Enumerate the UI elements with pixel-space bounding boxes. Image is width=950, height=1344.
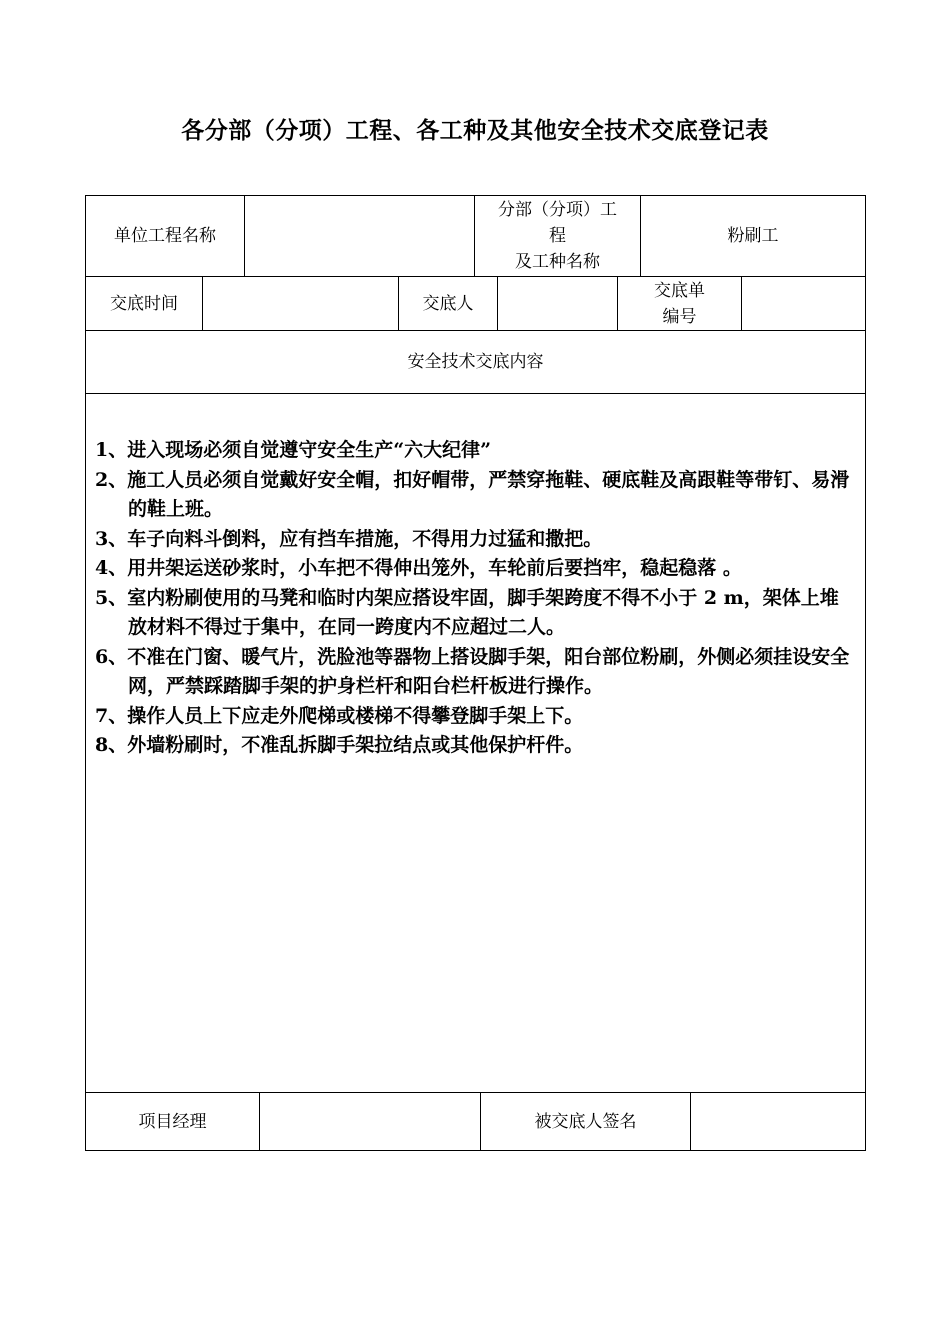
sub-project-label-line2: 程 <box>549 226 566 246</box>
safety-item-5: 5、室内粉刷使用的马凳和临时内架应搭设牢固，脚手架跨度不得不小于 2 m，架体上堆放材料不得过于集中，在同一跨度内不应超过二人。 <box>95 586 839 638</box>
briefing-time-label: 交底时间 <box>110 293 178 314</box>
briefing-number-label <box>617 277 741 330</box>
safety-item-8: 8、外墙粉刷时，不准乱拆脚手架拉结点或其他保护杆件。 <box>95 734 584 756</box>
safety-item-6: 6、不准在门窗、暖气片，洗脸池等器物上搭设脚手架，阳台部位粉刷，外侧必须挂设安全网，严禁踩踏脚手架的护身栏杆和阳台栏杆板进行操作。 <box>95 645 850 697</box>
safety-item-1: 1、进入现场必须自觉遵守安全生产“六大纪律” <box>95 439 492 461</box>
briefing-number-label-line1: 交底单 <box>654 280 705 301</box>
sub-project-label <box>474 196 640 276</box>
document-title: 各分部（分项）工程、各工种及其他安全技术交底登记表 <box>181 117 769 144</box>
signee-label: 被交底人签名 <box>480 1093 690 1150</box>
row-briefing-info <box>86 277 865 331</box>
signee-value[interactable] <box>690 1093 865 1150</box>
unit-name-label: 单位工程名称 <box>114 226 216 246</box>
safety-item-2: 2、施工人员必须自觉戴好安全帽，扣好帽带，严禁穿拖鞋、硬底鞋及高跟鞋等带钉、易滑的鞋上班。 <box>95 468 850 520</box>
unit-name-value[interactable] <box>244 196 474 276</box>
sub-project-value[interactable]: 粉刷工 <box>640 196 865 276</box>
safety-item-3: 3、车子向料斗倒料，应有挡车措施，不得用力过猛和撒把。 <box>95 527 603 550</box>
safety-item-4: 4、用井架运送砂浆时，小车把不得伸出笼外，车轮前后要挡牢，稳起稳落 。 <box>95 557 742 579</box>
sub-project-label-line1: 分部（分项）工 <box>498 200 617 220</box>
row-signatures <box>86 1093 865 1150</box>
safety-item-7: 7、操作人员上下应走外爬梯或楼梯不得攀登脚手架上下。 <box>95 704 584 727</box>
safety-items-list <box>95 436 855 761</box>
briefer-label: 交底人 <box>398 277 497 330</box>
row-content-heading <box>86 331 865 394</box>
briefing-time-value[interactable] <box>202 277 398 330</box>
project-manager-label: 项目经理 <box>138 1111 207 1132</box>
briefing-number-value[interactable] <box>741 277 865 330</box>
row-content-body <box>86 394 865 1093</box>
project-manager-value[interactable] <box>259 1093 480 1150</box>
content-heading: 安全技术交底内容 <box>407 352 544 372</box>
row-project-info <box>86 196 865 277</box>
sub-project-label-line3: 及工种名称 <box>515 252 600 272</box>
briefer-value[interactable] <box>497 277 617 330</box>
briefing-number-label-line2: 编号 <box>662 306 697 327</box>
register-table <box>85 195 866 1151</box>
